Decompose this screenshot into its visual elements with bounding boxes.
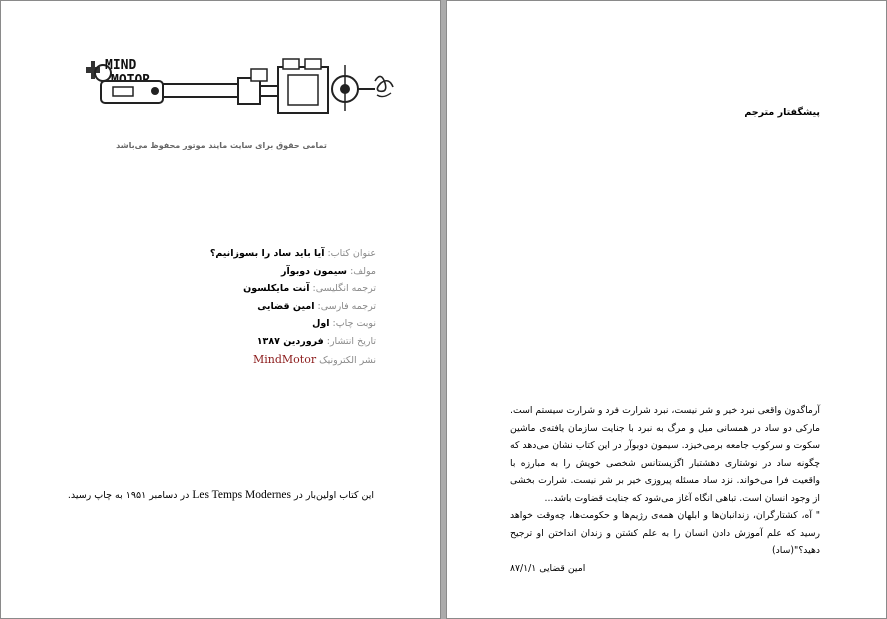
meta-row-english-translator — [156, 280, 376, 298]
meta-label: ترجمه انگلیسی: — [312, 283, 376, 295]
first-pub-text-after: در دسامبر ۱۹۵۱ به چاپ رسید. — [67, 490, 190, 501]
meta-value: آنت مایکلسون — [243, 283, 310, 295]
preface-title: پیشگفتار مترجم — [744, 107, 820, 118]
meta-label: ترجمه فارسی: — [317, 300, 376, 312]
translator-signature: امین قضایی ۸۷/۱/۱ — [510, 562, 586, 574]
magazine-name: Les Temps Modernes — [192, 489, 291, 501]
meta-value: امین قضایی — [257, 300, 315, 312]
preface-body — [510, 402, 820, 577]
left-page — [0, 0, 441, 619]
meta-row-author — [156, 263, 376, 281]
meta-row-edition — [156, 315, 376, 333]
meta-value: اول — [312, 318, 330, 330]
first-pub-text-before: این کتاب اولین‌بار در — [294, 490, 374, 501]
preface-paragraph-2: " آه، کشتارگران، زندانبان‌ها و ابلهان همه‌ی رژیم‌ها و حکومت‌ها، چه‌وقت خواهد رسید که علم آموزش دادن انسان را به علم کشتن و زندان انداختن او ترجیح دهید؟"(ساد) — [510, 510, 820, 556]
preface-paragraph-1: آرماگدون واقعی نبرد خیر و شر نیست، نبرد شرارت فرد و شرارت سیستم است. مارکی دو ساد در همسانی میل و مرگ به نبرد با جنایت سازمان یافته‌ی ماشین سکوت و سرکوب جامعه برمی‌خیزد. سیمون دوبوآر در این کتاب نشان می‌دهد که چگونه ساد در نوشتاری دهشتبار اگزیستانس شخصی خویش را به مبارزه با واقعیت فرا می‌خواند. نزد ساد مسئله پیروزی خیر بر شر نیست. شرارت بخشی از وجود انسان است. تباهی انگاه آغاز می‌شود که جنایت قضاوت باشد... — [510, 405, 820, 504]
meta-label: نوبت چاپ: — [332, 318, 376, 330]
meta-label: عنوان کتاب: — [327, 248, 376, 259]
right-page — [446, 0, 887, 619]
book-metadata — [156, 245, 376, 369]
rights-notice: تمامی حقوق برای سایت مایند موتور محفوظ می‌باشد — [116, 141, 327, 150]
meta-label: مولف: — [350, 265, 376, 277]
meta-row-title — [156, 245, 376, 263]
meta-row-publisher — [156, 351, 376, 370]
svg-text:MIND: MIND — [105, 58, 137, 73]
meta-label: نشر الکترونیک — [319, 354, 376, 366]
meta-row-publish-date — [156, 333, 376, 351]
meta-label: تاریخ انتشار: — [326, 335, 376, 347]
publisher-brand: MindMotor — [252, 352, 317, 366]
meta-row-persian-translator — [156, 298, 376, 316]
mindmotor-logo — [83, 51, 401, 117]
meta-value: آیا باید ساد را بسوزانیم؟ — [209, 248, 325, 259]
meta-value: فروردین ۱۳۸۷ — [256, 335, 324, 347]
meta-value: سیمون دوبوآر — [281, 265, 348, 277]
first-publication-note — [54, 489, 374, 501]
